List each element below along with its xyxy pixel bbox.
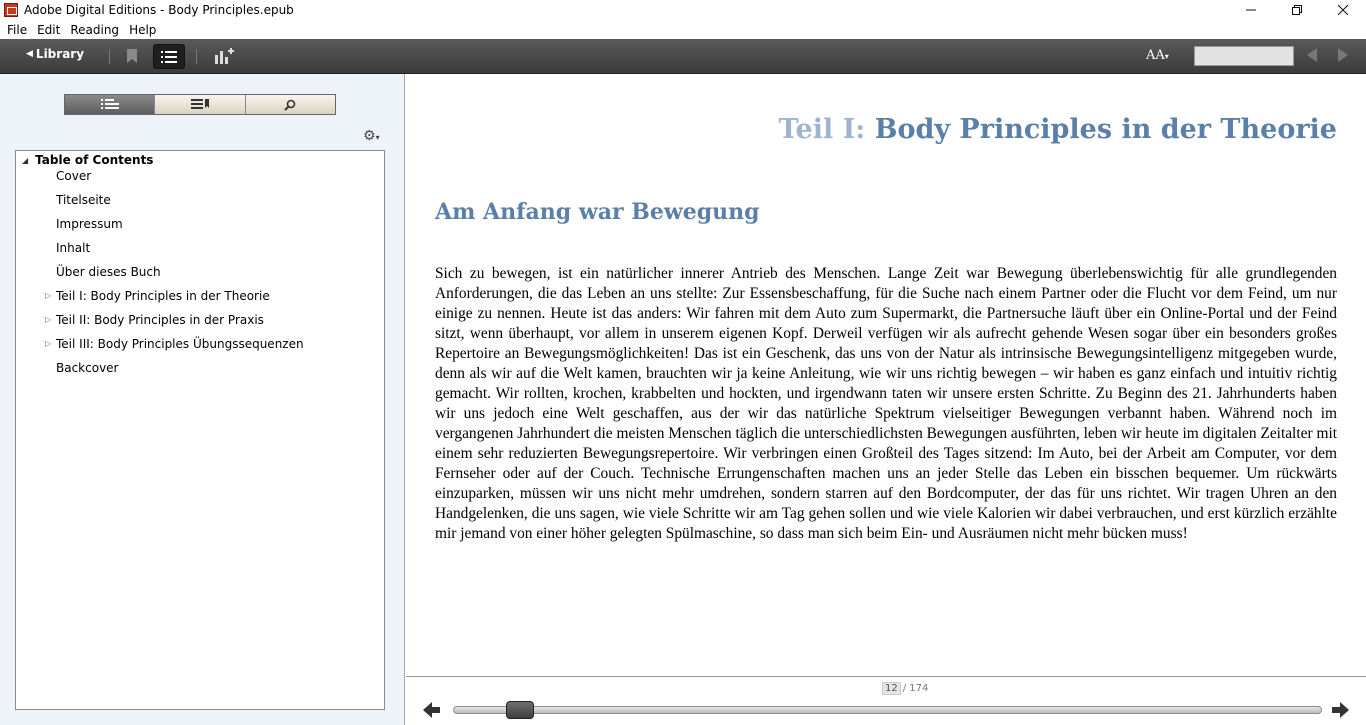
part-title-text: Body Principles in der Theorie	[874, 114, 1337, 145]
menu-edit[interactable]: Edit	[37, 22, 61, 37]
toc-title: Table of Contents	[35, 153, 154, 167]
app-icon	[4, 3, 18, 17]
library-button[interactable]	[26, 47, 84, 61]
current-page-field[interactable]: 12	[882, 682, 901, 695]
toc-item[interactable]: Teil III: Body Principles Übungssequenzen	[56, 337, 304, 351]
restore-icon	[1292, 5, 1302, 15]
library-label: Library	[35, 47, 85, 61]
bookmarks-view-button[interactable]	[155, 95, 245, 114]
panel-view-switcher	[64, 94, 336, 115]
toc-view-button[interactable]	[65, 95, 155, 114]
font-size-icon: AA	[1146, 48, 1165, 63]
part-title	[779, 114, 1337, 145]
toc-item[interactable]: Backcover	[56, 361, 119, 375]
next-page-button[interactable]	[1331, 701, 1349, 719]
toc-item[interactable]: Cover	[56, 169, 92, 183]
table-of-contents-icon	[101, 99, 119, 110]
table-of-contents-toggle[interactable]	[153, 44, 185, 69]
window-controls	[1228, 0, 1366, 20]
back-arrow-icon: ◀	[26, 49, 33, 59]
previous-page-icon	[423, 701, 441, 719]
gear-icon: ⚙	[363, 128, 376, 144]
close-icon	[1338, 5, 1348, 15]
menu-reading[interactable]: Reading	[70, 22, 120, 37]
table-of-contents-list	[15, 150, 385, 710]
add-to-collection-button[interactable]	[212, 47, 236, 65]
toc-item[interactable]: Teil II: Body Principles in der Praxis	[56, 313, 264, 327]
toc-item[interactable]: Teil I: Body Principles in der Theorie	[56, 289, 270, 303]
toc-item[interactable]: Inhalt	[56, 241, 91, 255]
toc-item[interactable]: Impressum	[56, 217, 123, 231]
previous-result-icon	[1306, 48, 1318, 62]
search-icon	[284, 99, 296, 111]
panel-settings-button[interactable]: ⚙▾	[363, 128, 380, 144]
bookmark-icon	[127, 49, 137, 63]
total-pages: / 174	[902, 683, 929, 694]
expand-triangle-icon[interactable]: ▷	[45, 291, 52, 300]
title-bar	[0, 0, 1366, 20]
window-title: Adobe Digital Editions - Body Principles.epub	[24, 3, 294, 17]
menu-file[interactable]: File	[7, 22, 28, 37]
table-of-contents-icon	[161, 51, 177, 63]
body-paragraph: Sich zu bewegen, ist ein natürlicher innerer Antrieb des Menschen. Lange Zeit war Bewegung überlebenswichtig für alle grundlegenden Anforderungen, die das Leben an uns stellte: Zur Essensbeschaffung, für die Suche nach einem Partner oder die Flucht vor dem Feind, um nur einige zu nennen. Heute ist das anders: Wir fahren mit dem Auto zum Supermarkt, die Partnersuche läuft über ein Online-Portal und der Feind sitzt, wenn überhaupt, vor allem in unserem eigenen Kopf. Derweil verfügen wir als aufrecht gehende Wesen sogar über ein besonders großes Repertoire an Bewegungsmöglichkeiten! Das ist ein Geschenk, das uns von der Natur als intrinsische Bewegungsintelligenz mitgegeben wurde, denn als wir auf die Welt kamen, brauchten wir ja keine Anleitung, wie wir uns richtig bewegen – wir haben es ganz einfach und intuitiv richtig gemacht. Wir rollten, krochen, krabbelten und hockten, und irgendwann taten wir unsere ersten Schritte. Zu Beginn des 21. Jahrhunderts haben wir uns jedoch eine Welt geschaffen, aus der wir das natürliche Spektrum vielseitiger Bewegungen verbannt haben. Während noch im vergangenen Jahrhundert die meisten Menschen täglich die unterschiedlichsten Bewegungen ausführten, leben wir heute im digitalen Zeitalter mit einem sehr reduzierten Bewegungsrepertoire. Wir verbringen einen Großteil des Tages sitzend: Im Auto, bei der Arbeit am Computer, vor dem Fernseher oder auf der Couch. Technische Errungenschaften machen uns an jeder Stelle das Leben ein bisschen bequemer. Um rückwärts einzuparken, müssen wir uns nicht mehr umdrehen, sondern starren auf den Bordcomputer, der das für uns richtet. Wir tragen Uhren an den Handgelenken, die uns sagen, wie viele Schritte wir am Tag gehen sollen und wie viele Kalorien wir dabei verbrauchen, und erst kürzlich erzählte mir jemand von einer höher gelegten Spülmaschine, so dass man sich beim Ein- und Ausräumen nicht mehr bücken muss!	[435, 265, 1337, 542]
reading-pane	[406, 74, 1366, 676]
page-slider-thumb[interactable]	[506, 701, 534, 719]
next-result-icon	[1337, 48, 1349, 62]
next-result-button[interactable]	[1337, 48, 1351, 64]
previous-result-button[interactable]	[1306, 48, 1320, 64]
toolbar-divider	[196, 49, 197, 64]
chapter-title: Am Anfang war Bewegung	[435, 199, 760, 225]
expand-triangle-icon[interactable]: ▷	[45, 315, 52, 324]
menu-bar	[0, 20, 1366, 39]
stats-add-icon	[214, 48, 234, 64]
navigation-panel	[0, 74, 405, 725]
minimize-icon	[1246, 5, 1256, 15]
page-slider-track[interactable]	[453, 706, 1322, 714]
page-indicator	[882, 682, 928, 695]
toc-root[interactable]	[22, 153, 153, 167]
part-prefix: Teil I:	[778, 114, 866, 145]
toc-item[interactable]: Titelseite	[56, 193, 111, 207]
toolbar-divider	[109, 49, 110, 64]
close-button[interactable]	[1320, 0, 1366, 20]
next-page-icon	[1331, 701, 1349, 719]
collapse-triangle-icon[interactable]: ◢	[22, 155, 29, 165]
bookmarks-icon	[191, 99, 209, 110]
previous-page-button[interactable]	[423, 701, 441, 719]
search-input[interactable]	[1194, 46, 1294, 66]
page-navigation-bar	[406, 676, 1366, 725]
restore-button[interactable]	[1274, 0, 1320, 20]
menu-help[interactable]: Help	[129, 22, 157, 37]
font-size-button[interactable]: AA▾	[1146, 48, 1169, 63]
expand-triangle-icon[interactable]: ▷	[45, 339, 52, 348]
toolbar	[0, 39, 1366, 74]
minimize-button[interactable]	[1228, 0, 1274, 20]
search-view-button[interactable]	[246, 95, 335, 114]
toc-item[interactable]: Über dieses Buch	[56, 265, 161, 279]
bookmark-button[interactable]	[124, 48, 140, 64]
